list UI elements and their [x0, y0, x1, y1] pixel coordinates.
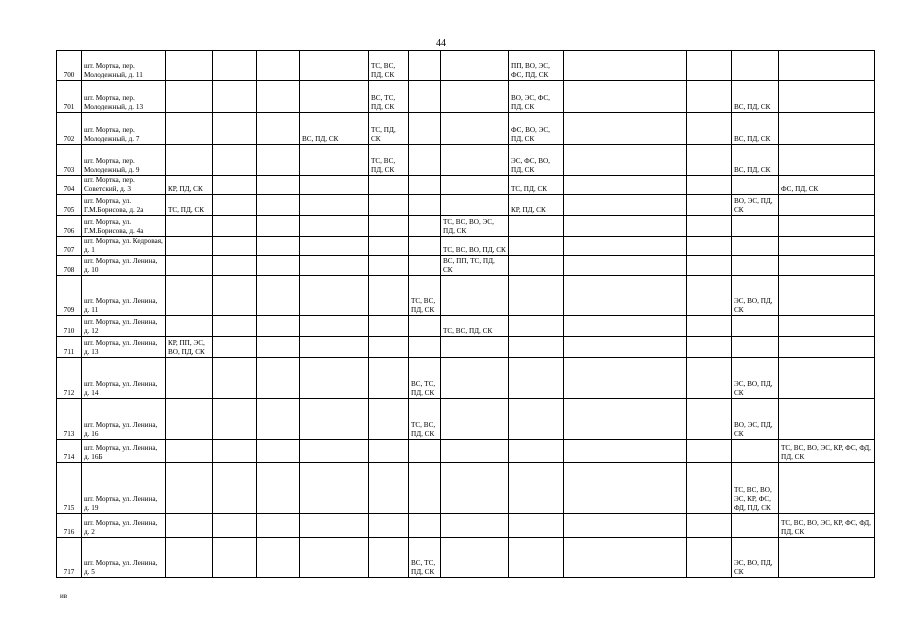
work-types-cell [166, 358, 213, 399]
work-types-cell [300, 538, 369, 578]
work-types-cell [166, 316, 213, 337]
row-number: 709 [57, 276, 82, 316]
work-types-cell [441, 51, 509, 81]
row-number: 705 [57, 195, 82, 216]
work-types-cell [409, 113, 441, 145]
work-types-cell [779, 463, 875, 514]
work-types-cell [257, 216, 300, 237]
work-types-cell [166, 51, 213, 81]
work-types-cell [441, 195, 509, 216]
work-types-cell [441, 337, 509, 358]
table-body [57, 51, 875, 578]
work-types-cell [509, 463, 564, 514]
work-types-cell [509, 216, 564, 237]
work-types-cell [213, 81, 257, 113]
work-types-cell [213, 145, 257, 176]
work-types-cell [509, 237, 564, 256]
work-types-cell [213, 463, 257, 514]
work-types-cell [779, 316, 875, 337]
work-types-cell [509, 276, 564, 316]
work-types-cell [779, 399, 875, 440]
work-types-cell [687, 256, 732, 276]
work-types-cell [257, 51, 300, 81]
work-types-cell: ВС, ПП, ТС, ПД, СК [441, 256, 509, 276]
work-types-cell [300, 358, 369, 399]
work-types-cell [369, 538, 409, 578]
row-number: 700 [57, 51, 82, 81]
work-types-cell [166, 145, 213, 176]
row-address: шт. Мортка, ул. Ленина, д. 10 [82, 256, 166, 276]
work-types-cell [409, 81, 441, 113]
work-types-cell [779, 256, 875, 276]
table-row [57, 145, 875, 176]
work-types-cell [409, 145, 441, 176]
row-address: шт. Мортка, пер. Молодежный, д. 11 [82, 51, 166, 81]
row-number: 707 [57, 237, 82, 256]
row-address: шт. Мортка, ул. Г.М.Борисова, д. 4а [82, 216, 166, 237]
work-types-cell [257, 176, 300, 195]
work-types-cell [564, 514, 687, 538]
table-row [57, 256, 875, 276]
work-types-cell [166, 538, 213, 578]
work-types-cell [687, 337, 732, 358]
work-types-cell [369, 440, 409, 463]
work-types-cell [166, 276, 213, 316]
work-types-cell: ЭС, ВО, ПД, СК [732, 276, 779, 316]
work-types-cell [441, 276, 509, 316]
row-number: 717 [57, 538, 82, 578]
work-types-cell [509, 514, 564, 538]
work-types-cell [564, 145, 687, 176]
work-types-cell [300, 216, 369, 237]
work-types-cell [409, 463, 441, 514]
work-types-cell [509, 538, 564, 578]
work-types-cell: ТС, ВС, ПД, СК [441, 316, 509, 337]
work-types-cell [166, 463, 213, 514]
work-types-cell [687, 358, 732, 399]
work-types-cell: ТС, ВС, ПД, СК [369, 51, 409, 81]
work-types-cell: ФС, ПД, СК [779, 176, 875, 195]
work-types-cell [564, 113, 687, 145]
work-types-cell: ВС, ПД, СК [732, 145, 779, 176]
work-types-cell [687, 81, 732, 113]
work-types-cell [564, 256, 687, 276]
work-types-cell [779, 195, 875, 216]
table-row [57, 399, 875, 440]
work-types-cell [257, 316, 300, 337]
table-row [57, 237, 875, 256]
work-types-cell [687, 145, 732, 176]
work-types-cell [409, 514, 441, 538]
work-types-cell [687, 463, 732, 514]
row-number: 715 [57, 463, 82, 514]
work-types-cell [369, 237, 409, 256]
work-types-cell [213, 113, 257, 145]
row-address: шт. Мортка, ул. Кедровая, д. 1 [82, 237, 166, 256]
work-types-cell [409, 440, 441, 463]
work-types-cell: ТС, ВС, ПД, СК [369, 145, 409, 176]
work-types-cell [779, 358, 875, 399]
work-types-cell [779, 337, 875, 358]
work-types-cell [300, 237, 369, 256]
row-number: 716 [57, 514, 82, 538]
work-types-cell: ЭС, ФС, ВО, ПД, СК [509, 145, 564, 176]
work-types-cell [409, 51, 441, 81]
work-types-cell [564, 463, 687, 514]
work-types-cell [166, 237, 213, 256]
work-types-cell [300, 463, 369, 514]
work-types-cell [213, 337, 257, 358]
work-types-cell [687, 113, 732, 145]
work-types-cell: ТС, ВС, ВО, ПД, СК [441, 237, 509, 256]
work-types-cell [369, 514, 409, 538]
work-types-cell [300, 399, 369, 440]
work-types-cell [687, 440, 732, 463]
work-types-cell [564, 337, 687, 358]
work-types-cell [166, 440, 213, 463]
work-types-cell: ТС, ВС, ВО, ЭС, КР, ФС, ФД, ПД, СК [732, 463, 779, 514]
work-types-cell [687, 216, 732, 237]
work-types-cell: ВО, ЭС, ПД, СК [732, 399, 779, 440]
work-types-cell [441, 358, 509, 399]
work-types-cell [564, 399, 687, 440]
table-row [57, 81, 875, 113]
work-types-cell [732, 440, 779, 463]
work-types-cell [166, 81, 213, 113]
work-types-cell [779, 276, 875, 316]
work-types-cell: ТС, ВС, ВО, ЭС, ПД, СК [441, 216, 509, 237]
work-types-cell [213, 358, 257, 399]
work-types-cell [257, 276, 300, 316]
work-types-cell [687, 316, 732, 337]
work-types-cell [257, 538, 300, 578]
work-types-cell [257, 463, 300, 514]
work-types-cell [687, 276, 732, 316]
work-types-cell [687, 399, 732, 440]
work-types-cell [564, 440, 687, 463]
work-types-cell [213, 216, 257, 237]
work-types-cell: ТС, ПД, СК [509, 176, 564, 195]
row-number: 704 [57, 176, 82, 195]
work-types-cell [509, 316, 564, 337]
work-types-cell [300, 145, 369, 176]
work-types-cell [687, 176, 732, 195]
work-types-cell: ВС, ПД, СК [732, 81, 779, 113]
row-address: шт. Мортка, ул. Ленина, д. 16 [82, 399, 166, 440]
work-types-cell: ПП, ВО, ЭС, ФС, ПД, СК [509, 51, 564, 81]
work-types-cell: КР, ПП, ЭС, ВО, ПД, СК [166, 337, 213, 358]
work-types-cell [300, 440, 369, 463]
work-types-cell [369, 399, 409, 440]
table-row [57, 51, 875, 81]
row-number: 706 [57, 216, 82, 237]
work-types-cell [779, 538, 875, 578]
work-types-cell [441, 463, 509, 514]
work-types-cell [732, 176, 779, 195]
work-types-cell [300, 337, 369, 358]
work-types-cell [441, 81, 509, 113]
work-types-cell: ВС, ТС, ПД, СК [409, 538, 441, 578]
work-types-cell [509, 440, 564, 463]
work-types-cell [213, 256, 257, 276]
work-types-cell [732, 237, 779, 256]
row-address: шт. Мортка, ул. Ленина, д. 12 [82, 316, 166, 337]
work-types-cell: ТС, ПД, СК [166, 195, 213, 216]
work-types-cell [564, 195, 687, 216]
work-types-cell [213, 440, 257, 463]
work-types-cell [409, 237, 441, 256]
work-types-cell: ВО, ЭС, ПД, СК [732, 195, 779, 216]
row-address: шт. Мортка, ул. Ленина, д. 5 [82, 538, 166, 578]
table-row [57, 514, 875, 538]
row-address: шт. Мортка, пер. Советский, д. 3 [82, 176, 166, 195]
schedule-table [56, 50, 875, 578]
page-number: 44 [436, 38, 446, 49]
work-types-cell [779, 113, 875, 145]
row-address: шт. Мортка, ул. Ленина, д. 14 [82, 358, 166, 399]
work-types-cell [166, 113, 213, 145]
work-types-cell [213, 276, 257, 316]
work-types-cell [779, 216, 875, 237]
work-types-cell [213, 538, 257, 578]
work-types-cell [564, 237, 687, 256]
work-types-cell [687, 237, 732, 256]
work-types-cell [257, 337, 300, 358]
work-types-cell: ФС, ВО, ЭС, ПД, СК [509, 113, 564, 145]
row-address: шт. Мортка, ул. Ленина, д. 2 [82, 514, 166, 538]
work-types-cell [687, 51, 732, 81]
work-types-cell [213, 316, 257, 337]
table-row [57, 216, 875, 237]
work-types-cell [166, 216, 213, 237]
work-types-cell [564, 51, 687, 81]
row-address: шт. Мортка, пер. Молодежный, д. 9 [82, 145, 166, 176]
work-types-cell [369, 463, 409, 514]
work-types-cell [441, 176, 509, 195]
work-types-cell: ТС, ВС, ВО, ЭС, КР, ФС, ФД, ПД, СК [779, 440, 875, 463]
work-types-cell [369, 216, 409, 237]
work-types-cell [257, 399, 300, 440]
work-types-cell [213, 195, 257, 216]
work-types-cell [300, 256, 369, 276]
row-address: шт. Мортка, ул. Ленина, д. 16Б [82, 440, 166, 463]
row-number: 712 [57, 358, 82, 399]
work-types-cell [300, 195, 369, 216]
work-types-cell [257, 514, 300, 538]
work-types-cell [441, 145, 509, 176]
work-types-cell [369, 176, 409, 195]
work-types-cell [509, 256, 564, 276]
table-row [57, 337, 875, 358]
work-types-cell [779, 237, 875, 256]
row-address: шт. Мортка, ул. Ленина, д. 11 [82, 276, 166, 316]
table-row [57, 440, 875, 463]
work-types-cell [441, 399, 509, 440]
row-address: шт. Мортка, ул. Г.М.Борисова, д. 2а [82, 195, 166, 216]
work-types-cell: ВС, ТС, ПД, СК [409, 358, 441, 399]
table-row [57, 176, 875, 195]
row-number: 711 [57, 337, 82, 358]
row-address: шт. Мортка, ул. Ленина, д. 13 [82, 337, 166, 358]
work-types-cell [369, 195, 409, 216]
table-row [57, 195, 875, 216]
work-types-cell [441, 113, 509, 145]
work-types-cell [687, 514, 732, 538]
work-types-cell [166, 399, 213, 440]
work-types-cell [300, 316, 369, 337]
work-types-cell [687, 538, 732, 578]
work-types-cell [409, 256, 441, 276]
work-types-cell: ВС, ПД, СК [732, 113, 779, 145]
work-types-cell [369, 337, 409, 358]
work-types-cell [779, 145, 875, 176]
work-types-cell: ТС, ВС, ВО, ЭС, КР, ФС, ФД, ПД, СК [779, 514, 875, 538]
work-types-cell [300, 51, 369, 81]
work-types-cell [687, 195, 732, 216]
work-types-cell [564, 81, 687, 113]
work-types-cell [732, 216, 779, 237]
work-types-cell [300, 81, 369, 113]
work-types-cell: ТС, ПД, СК [369, 113, 409, 145]
work-types-cell [300, 276, 369, 316]
work-types-cell [732, 514, 779, 538]
work-types-cell [300, 514, 369, 538]
work-types-cell [509, 337, 564, 358]
work-types-cell [257, 113, 300, 145]
work-types-cell [257, 81, 300, 113]
row-number: 701 [57, 81, 82, 113]
row-number: 703 [57, 145, 82, 176]
work-types-cell [257, 358, 300, 399]
work-types-cell [441, 538, 509, 578]
work-types-cell [564, 316, 687, 337]
work-types-cell: ТС, ВС, ПД, СК [409, 276, 441, 316]
row-number: 702 [57, 113, 82, 145]
work-types-cell [257, 256, 300, 276]
table-row [57, 113, 875, 145]
work-types-cell: КР, ПД, СК [166, 176, 213, 195]
footer-mark: ив [60, 592, 68, 600]
work-types-cell [732, 337, 779, 358]
work-types-cell [369, 256, 409, 276]
row-number: 713 [57, 399, 82, 440]
work-types-cell: ТС, ВС, ПД, СК [409, 399, 441, 440]
table-row [57, 316, 875, 337]
work-types-cell: ЭС, ВО, ПД, СК [732, 538, 779, 578]
work-types-cell [732, 51, 779, 81]
work-types-cell: КР, ПД, СК [509, 195, 564, 216]
work-types-cell [166, 256, 213, 276]
work-types-cell [732, 256, 779, 276]
work-types-cell [509, 399, 564, 440]
work-types-cell: ВО, ЭС, ФС, ПД, СК [509, 81, 564, 113]
table-row [57, 276, 875, 316]
work-types-cell [779, 81, 875, 113]
table-row [57, 463, 875, 514]
row-address: шт. Мортка, пер. Молодежный, д. 7 [82, 113, 166, 145]
work-types-cell [369, 358, 409, 399]
work-types-cell [213, 176, 257, 195]
work-types-cell [564, 216, 687, 237]
work-types-cell: ЭС, ВО, ПД, СК [732, 358, 779, 399]
work-types-cell [732, 316, 779, 337]
row-number: 708 [57, 256, 82, 276]
work-types-cell [409, 337, 441, 358]
work-types-cell [409, 195, 441, 216]
work-types-cell [509, 358, 564, 399]
work-types-cell [409, 176, 441, 195]
work-types-cell [564, 176, 687, 195]
work-types-cell [441, 440, 509, 463]
row-address: шт. Мортка, ул. Ленина, д. 19 [82, 463, 166, 514]
work-types-cell [441, 514, 509, 538]
work-types-cell [166, 514, 213, 538]
work-types-cell [564, 276, 687, 316]
work-types-cell [409, 216, 441, 237]
work-types-cell [409, 316, 441, 337]
row-address: шт. Мортка, пер. Молодежный, д. 13 [82, 81, 166, 113]
row-number: 714 [57, 440, 82, 463]
work-types-cell [213, 51, 257, 81]
work-types-cell [369, 276, 409, 316]
work-types-cell: ВС, ПД, СК [300, 113, 369, 145]
work-types-cell [300, 176, 369, 195]
work-types-cell [257, 195, 300, 216]
table-row [57, 538, 875, 578]
row-number: 710 [57, 316, 82, 337]
work-types-cell: ВС, ТС, ПД, СК [369, 81, 409, 113]
work-types-cell [369, 316, 409, 337]
table-row [57, 358, 875, 399]
work-types-cell [213, 399, 257, 440]
work-types-cell [257, 440, 300, 463]
work-types-cell [564, 358, 687, 399]
work-types-cell [213, 514, 257, 538]
work-types-cell [564, 538, 687, 578]
work-types-cell [257, 145, 300, 176]
work-types-cell [213, 237, 257, 256]
work-types-cell [779, 51, 875, 81]
work-types-cell [257, 237, 300, 256]
